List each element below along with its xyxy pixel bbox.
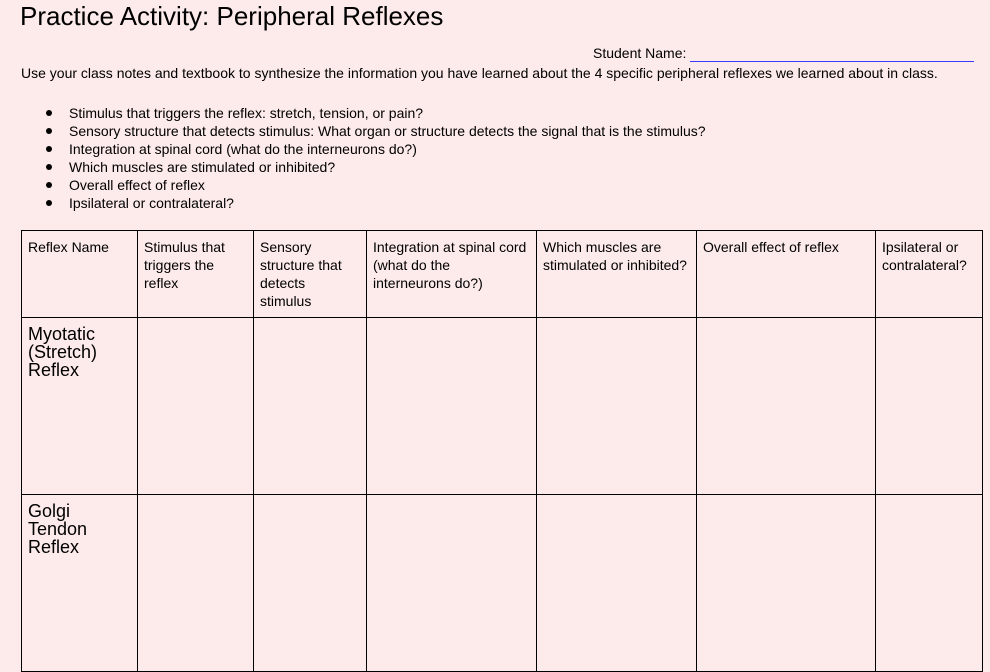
bullet-item: Sensory structure that detects stimulus: What organ or structure detects the signal that is the stimulus? bbox=[21, 122, 706, 140]
bullet-item: Overall effect of reflex bbox=[21, 176, 706, 194]
answer-cell[interactable] bbox=[697, 318, 876, 495]
header-sensory-structure: Sensory structure that detects stimulus bbox=[254, 231, 367, 318]
header-ipsilateral: Ipsilateral or contralateral? bbox=[876, 231, 983, 318]
student-name-label: Student Name: bbox=[593, 45, 687, 61]
reflex-table bbox=[21, 230, 983, 672]
answer-cell[interactable] bbox=[876, 318, 983, 495]
answer-cell[interactable] bbox=[876, 495, 983, 672]
header-overall-effect: Overall effect of reflex bbox=[697, 231, 876, 318]
instructions-paragraph: Use your class notes and textbook to synthesize the information you have learned about the 4 specific peripheral reflexes we learned about in class. bbox=[21, 65, 938, 81]
answer-cell[interactable] bbox=[254, 318, 367, 495]
answer-cell[interactable] bbox=[697, 495, 876, 672]
table-row bbox=[22, 318, 983, 495]
answer-cell[interactable] bbox=[367, 495, 537, 672]
student-name-input-line[interactable] bbox=[690, 46, 974, 62]
header-stimulus: Stimulus that triggers the reflex bbox=[138, 231, 254, 318]
table-header-row bbox=[22, 231, 983, 318]
header-muscles: Which muscles are stimulated or inhibited? bbox=[537, 231, 697, 318]
bullet-item: Integration at spinal cord (what do the interneurons do?) bbox=[21, 140, 706, 158]
header-integration: Integration at spinal cord (what do the interneurons do?) bbox=[367, 231, 537, 318]
reflex-name-cell: Golgi Tendon Reflex bbox=[22, 495, 138, 672]
student-name-field bbox=[593, 44, 974, 62]
answer-cell[interactable] bbox=[254, 495, 367, 672]
reflex-name-cell: Myotatic (Stretch) Reflex bbox=[22, 318, 138, 495]
header-reflex-name: Reflex Name bbox=[22, 231, 138, 318]
answer-cell[interactable] bbox=[138, 318, 254, 495]
answer-cell[interactable] bbox=[367, 318, 537, 495]
answer-cell[interactable] bbox=[537, 318, 697, 495]
answer-cell[interactable] bbox=[138, 495, 254, 672]
bullet-item: Which muscles are stimulated or inhibited? bbox=[21, 158, 706, 176]
page-title: Practice Activity: Peripheral Reflexes bbox=[20, 1, 444, 31]
table-row bbox=[22, 495, 983, 672]
bullet-item: Stimulus that triggers the reflex: stretch, tension, or pain? bbox=[21, 104, 706, 122]
answer-cell[interactable] bbox=[537, 495, 697, 672]
instruction-bullet-list bbox=[21, 104, 706, 212]
bullet-item: Ipsilateral or contralateral? bbox=[21, 194, 706, 212]
